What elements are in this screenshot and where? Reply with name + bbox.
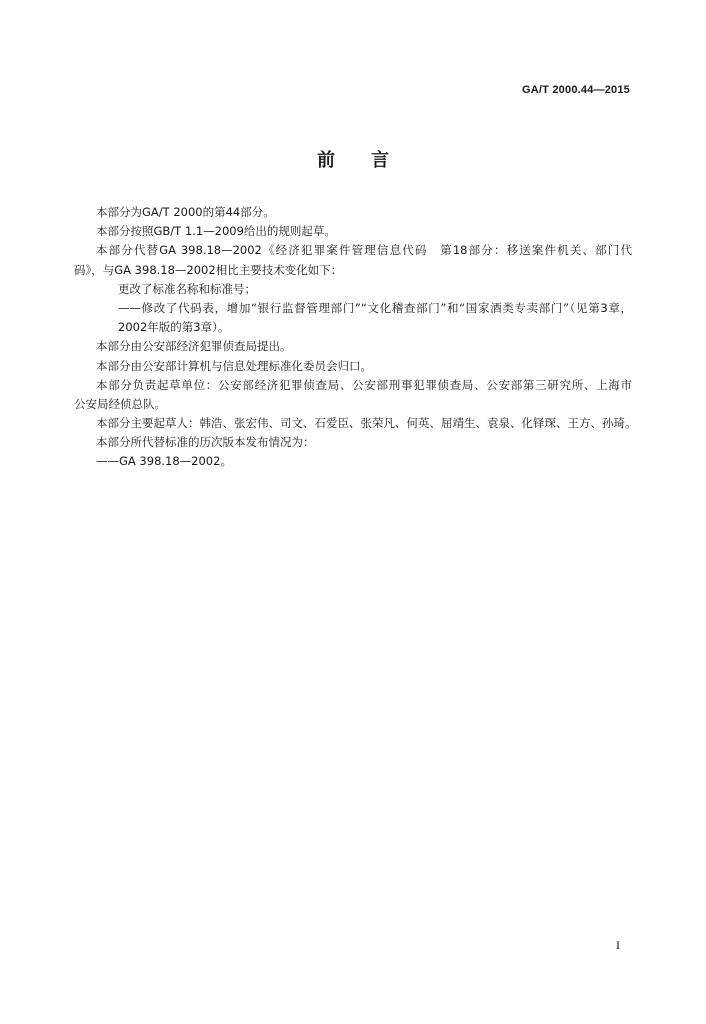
change-item-code-table-line2: 2002年版的第3章）。 [118, 320, 230, 335]
previous-edition-item: ——GA 398.18—2002。 [96, 454, 232, 469]
paragraph-under-jurisdiction: 本部分由公安部计算机与信息处理标准化委员会归口。 [96, 358, 372, 373]
paragraph-replaces-line1: 本部分代替GA 398.18—2002《经济犯罪案件管理信息代码 第18部分：移送案件机关、部门代 [96, 243, 632, 258]
paragraph-replaces-line2: 码》，与GA 398.18—2002相比主要技术变化如下： [74, 262, 343, 277]
paragraph-drafting-units-line2: 公安局经侦总队。 [74, 396, 166, 411]
paragraph-drafters: 本部分主要起草人：韩浩、张宏伟、司文、石爱臣、张荣凡、何英、屈靖生、袁泉、化铎琛、王方、孙琦。 [96, 416, 637, 431]
page-title: 前言 [317, 150, 425, 171]
paragraph-drafting-units-line1: 本部分负责起草单位：公安部经济犯罪侦查局、公安部刑事犯罪侦查局、公安部第三研究所、上海市 [96, 377, 632, 392]
paragraph-part-number: 本部分为GA/T 2000的第44部分。 [96, 205, 275, 219]
paragraph-drafting-rules: 本部分按照GB/T 1.1—2009给出的规则起草。 [96, 224, 336, 239]
document-code: GA/T 2000.44—2015 [522, 84, 630, 96]
paragraph-previous-editions: 本部分所代替标准的历次版本发布情况为： [96, 435, 315, 450]
page-number: I [616, 938, 620, 952]
change-item-name: 更改了标准名称和标准号； [118, 281, 256, 296]
paragraph-proposed-by: 本部分由公安部经济犯罪侦查局提出。 [96, 339, 292, 354]
foreword-body [74, 203, 637, 472]
change-item-code-table-line1: ——修改了代码表，增加“银行监督管理部门”“文化稽查部门”和“国家酒类专卖部门”（见第3章， [118, 300, 632, 315]
